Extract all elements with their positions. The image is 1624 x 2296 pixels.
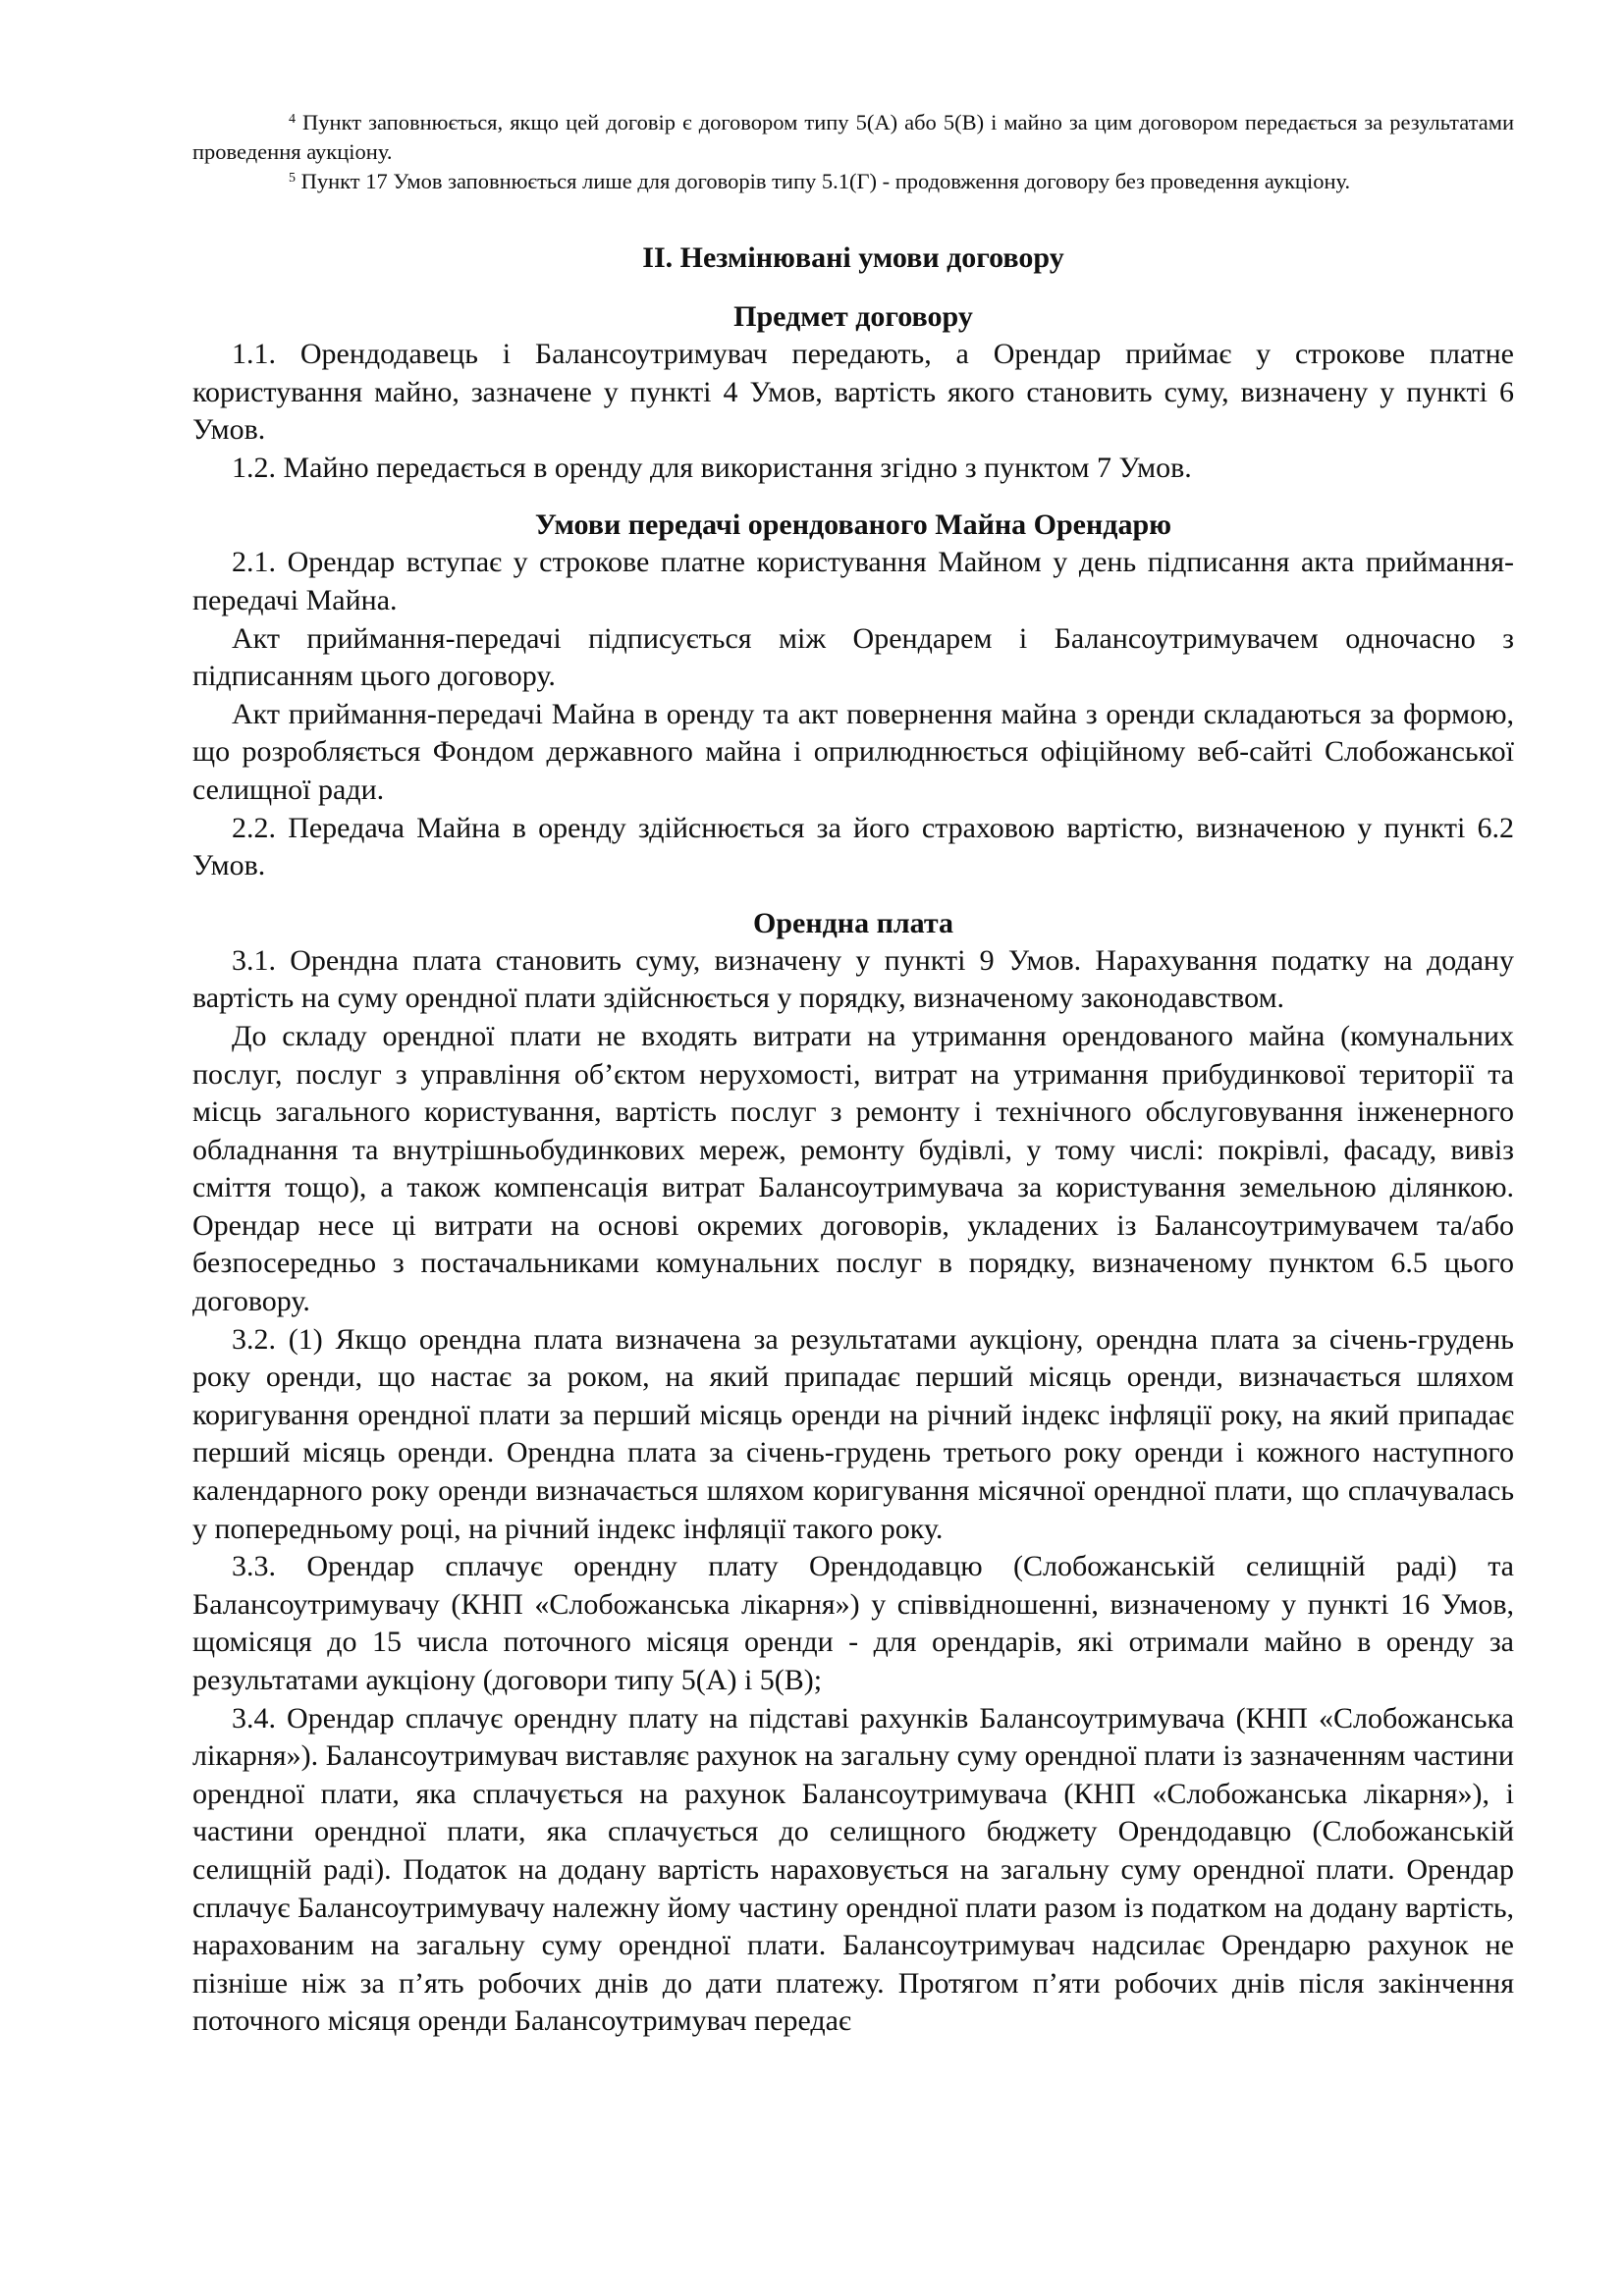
footnote-5 (192, 167, 1514, 196)
document-page (192, 108, 1514, 2041)
paragraph-1-1: 1.1. Орендодавець і Балансоутримувач передають, а Орендар приймає у строкове платне користування майно, зазначене у пункті 4 Умов, вартість якого становить суму, визначену у пункті 6 Умов. (192, 338, 1514, 447)
paragraph-3-4: 3.4. Орендар сплачує орендну плату на підставі рахунків Балансоутримувача (КНП «Слобожанська лікарня»). Балансоутримувач виставляє рахунок на загальну суму орендної плати із зазначенням частини орендної плати, яка сплачується на рахунок Балансоутримувача (КНП «Слобожанська лікарня»), і частини орендної плати, яка сплачується до селищного бюджету Орендодавцю (Слобожанській селищній раді). Податок на додану вартість нараховується на загальну суму орендної плати. Орендар сплачує Балансоутримувачу належну йому частину орендної плати разом із податком на додану вартість, нарахованим на загальну суму орендної плати. Балансоутримувач надсилає Орендарю рахунок не пізніше ніж за п’ять робочих днів до дати платежу. Протягом п’яти робочих днів після закінчення поточного місяця оренди Балансоутримувач передає (192, 1701, 1514, 2038)
paragraph-2-1-act-signing: Акт приймання-передачі підписується між Орендарем і Балансоутримувачем одночасно з підписанням цього договору. (192, 621, 1514, 693)
paragraph-3-1-expenses: До складу орендної плати не входять витрати на утримання орендованого майна (комунальних послуг, послуг з управління об’єктом нерухомості, витрат на утримання прибудинкової території та місць загального користування, вартість послуг з ремонту і технічного обслуговування інженерного обладнання та внутрішньобудинкових мереж, ремонту будівлі, у тому числі: покрівлі, фасаду, вивіз сміття тощо), а також компенсація витрат Балансоутримувача за користування земельною ділянкою. Орендар несе ці витрати на основі окремих договорів, укладених із Балансоутримувачем та/або безпосередньо з постачальниками комунальних послуг в порядку, визначеному пунктом 6.5 цього договору. (192, 1019, 1514, 1318)
paragraph-2-1: 2.1. Орендар вступає у строкове платне користування Майном у день підписання акта приймання-передачі Майна. (192, 546, 1514, 616)
rent-heading: Орендна плата (752, 906, 954, 939)
paragraph-3-2: 3.2. (1) Якщо орендна плата визначена за результатами аукціону, орендна плата за січень-грудень року оренди, що настає за роком, на який припадає перший місяць оренди, визначається шляхом коригування орендної плати за перший місяць оренди на річний індекс інфляції року, на який припадає перший місяць оренди. Орендна плата за січень-грудень третього року оренди і кожного наступного календарного року оренди визначається шляхом коригування місячної орендної плати, що сплачувалась у попередньому році, на річний індекс інфляції такого року. (192, 1322, 1514, 1545)
footnote-4 (192, 108, 1514, 167)
paragraph-3-1: 3.1. Орендна плата становить суму, визначену у пункті 9 Умов. Нарахування податку на додану вартість на суму орендної плати здійснюється у порядку, визначеному законодавством. (192, 943, 1514, 1015)
subject-heading: Предмет договору (733, 300, 973, 333)
footnote-text: Пункт заповнюється, якщо цей договір є договором типу 5(А) або 5(В) і майно за цим договором передається за результатами проведення аукціону. (192, 110, 1515, 164)
paragraph-1-2: 1.2. Майно передається в оренду для використання згідно з пунктом 7 Умов. (232, 451, 1192, 484)
footnote-number: 4 (289, 112, 296, 127)
paragraph-2-2: 2.2. Передача Майна в оренду здійснюється за його страховою вартістю, визначеною у пункті 6.2 Умов. (192, 811, 1514, 882)
paragraph-3-3: 3.3. Орендар сплачує орендну плату Орендодавцю (Слобожанській селищній раді) та Балансоутримувачу (КНП «Слобожанська лікарня») у співвідношенні, визначеному у пункті 16 Умов, щомісяця до 15 числа поточного місяця оренди - для орендарів, які отримали майно в оренду за результатами аукціону (договори типу 5(А) і 5(В); (192, 1550, 1514, 1696)
section-title: ІІ. Незмінювані умови договору (642, 241, 1064, 274)
footnote-number: 5 (289, 171, 296, 186)
transfer-heading: Умови передачі орендованого Майна Орендарю (534, 508, 1172, 542)
footnote-text: Пункт 17 Умов заповнюється лише для договорів типу 5.1(Г) - продовження договору без проведення аукціону. (300, 169, 1351, 193)
paragraph-2-1-act-form: Акт приймання-передачі Майна в оренду та акт повернення майна з оренди складаються за формою, що розробляється Фондом державного майна і оприлюднюється офіційному веб-сайті Слобожанської селищної ради. (192, 697, 1514, 806)
